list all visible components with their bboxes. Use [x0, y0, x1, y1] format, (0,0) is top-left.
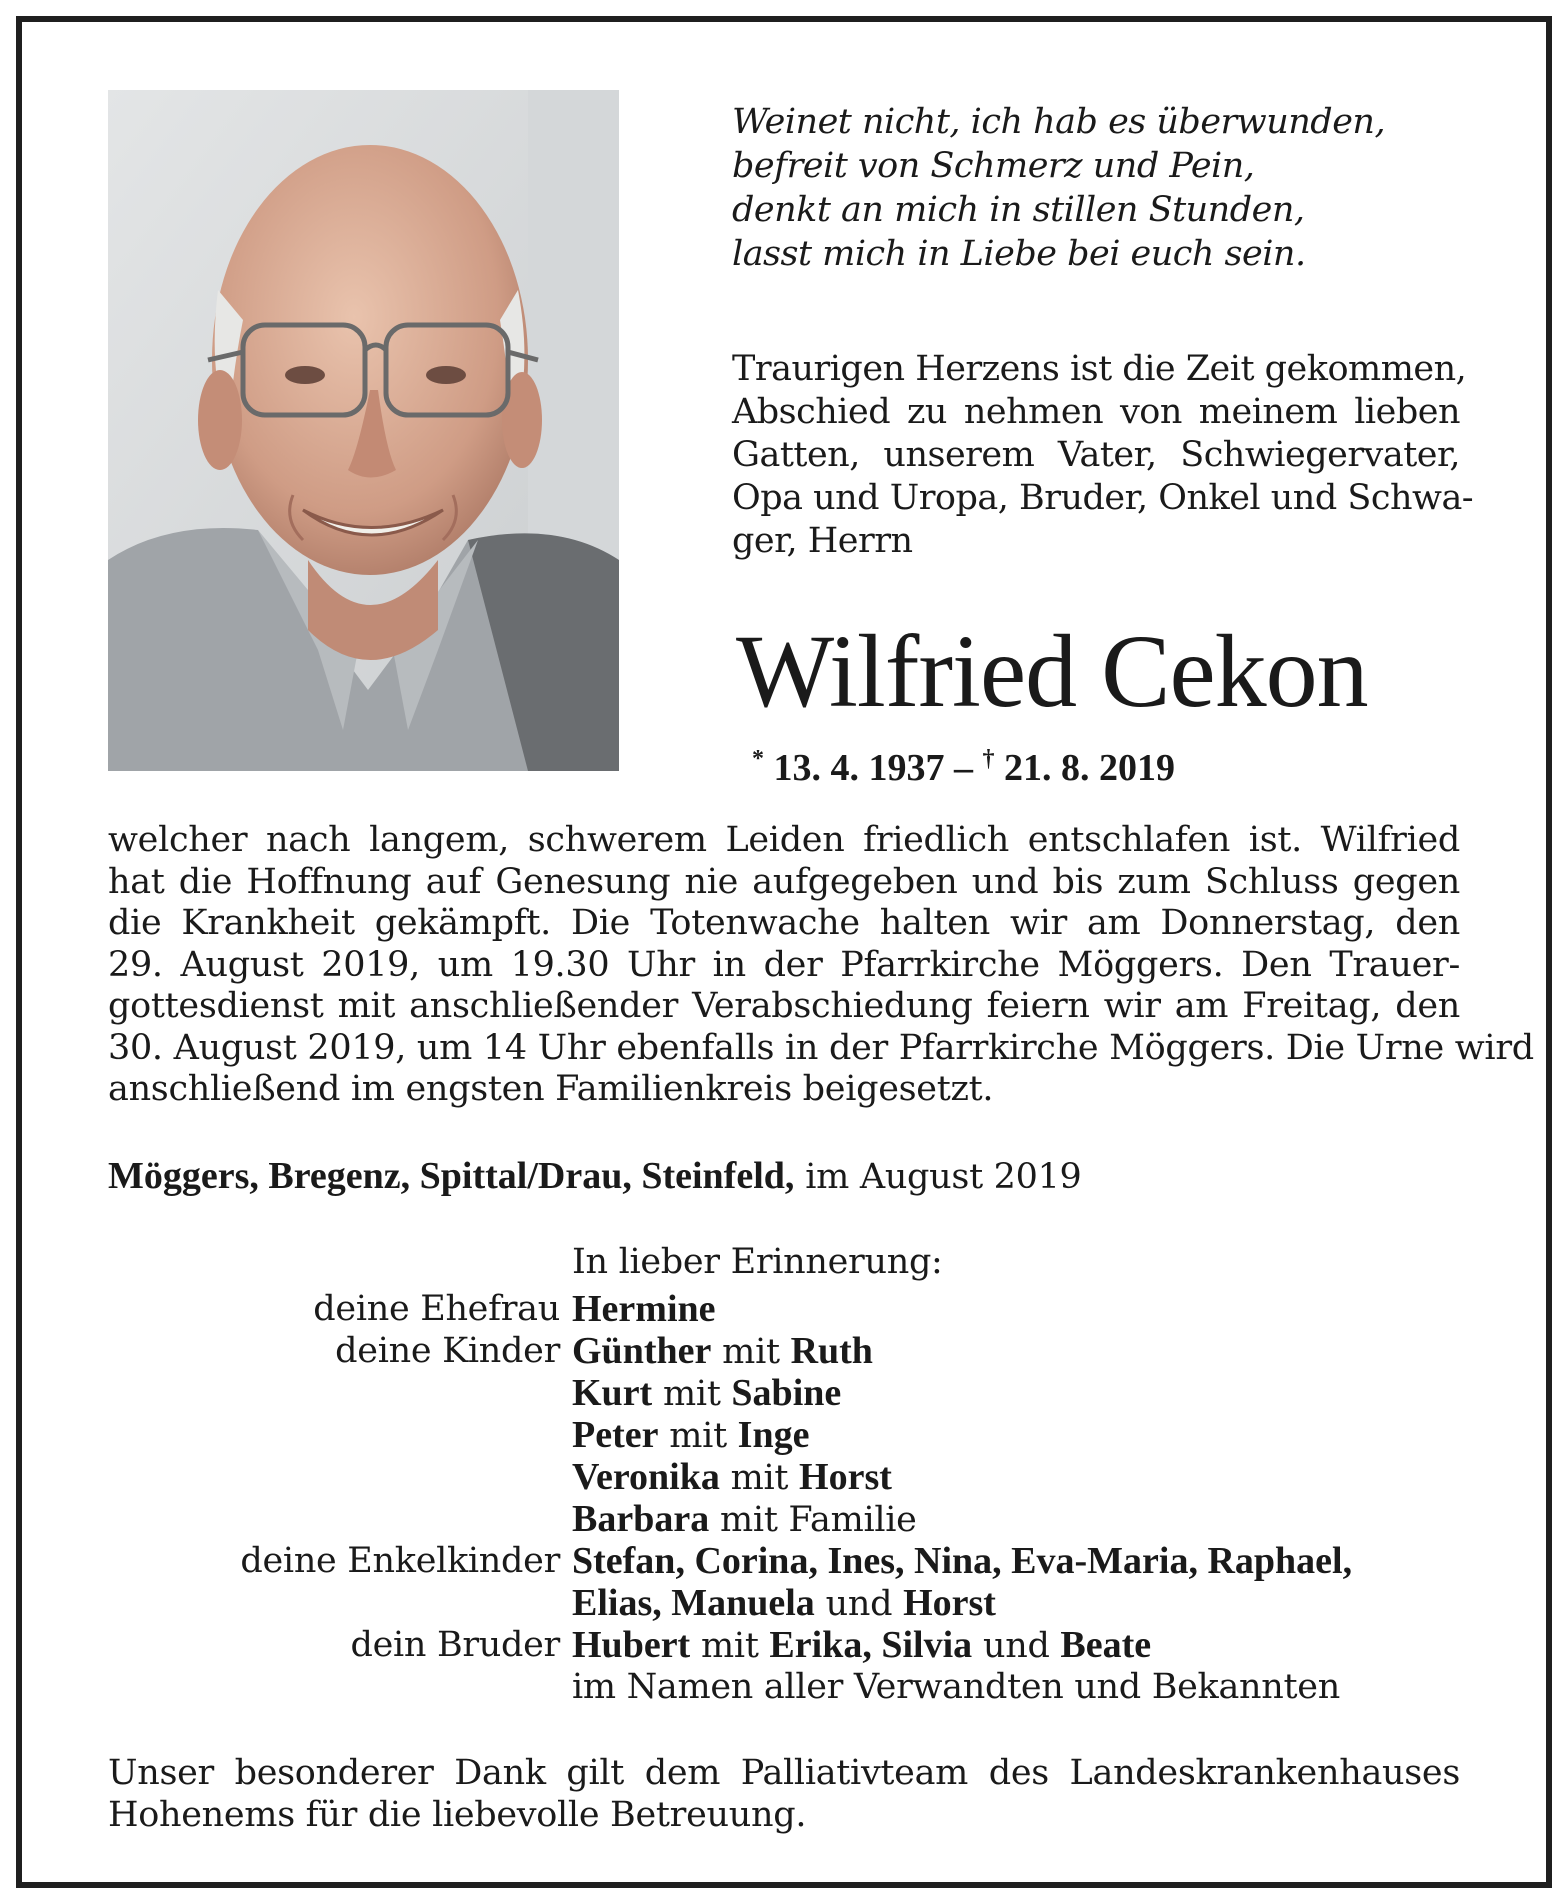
family-member-name: Elias, Manuela [572, 1582, 815, 1624]
family-relation: deine Enkelkinder [240, 1541, 560, 1581]
family-member-name: Inge [737, 1414, 810, 1456]
family-names [572, 1582, 996, 1625]
thanks-paragraph [108, 1752, 1460, 1836]
family-row [0, 1498, 1568, 1540]
family-row [0, 1414, 1568, 1456]
family-connector: mit [711, 1332, 791, 1372]
family-member-name: Sabine [731, 1372, 842, 1414]
poem-line: lasst mich in Liebe bei euch sein. [732, 234, 1306, 274]
family-member-name: Erika, Silvia [769, 1624, 973, 1666]
poem-line: befreit von Schmerz und Pein, [732, 146, 1255, 186]
poem-line: denkt an mich in stillen Stunden, [732, 190, 1305, 230]
body-paragraph [108, 820, 1534, 1111]
family-names [572, 1330, 873, 1373]
family-member-name: Hubert [572, 1624, 691, 1666]
intro-line: Opa und Uropa, Bruder, Onkel und Schwa- [732, 478, 1474, 518]
family-member-name: Peter [572, 1414, 659, 1456]
intro-line: Traurigen Herzens ist die Zeit gekommen, [732, 349, 1467, 389]
family-member-name: Barbara [572, 1498, 710, 1540]
family-names [572, 1498, 917, 1541]
family-connector: mit [652, 1374, 732, 1414]
family-row [0, 1288, 1568, 1330]
family-names [572, 1666, 1340, 1708]
family-connector: mit [719, 1458, 800, 1498]
family-connector: mit [690, 1626, 770, 1666]
body-line: hat die Hoffnung auf Genesung nie aufgegeben und bis zum Schluss gegen [108, 861, 1460, 902]
places-date: im August 2019 [794, 1157, 1082, 1197]
family-row [0, 1330, 1568, 1372]
family-member-name: Kurt [572, 1372, 653, 1414]
family-relation: dein Bruder [350, 1625, 560, 1665]
family-row [0, 1372, 1568, 1414]
intro-line: ger, Herrn [732, 521, 913, 561]
portrait-photo [108, 90, 619, 771]
body-line: anschließend im engsten Familienkreis beigesetzt. [108, 1069, 994, 1109]
intro-line: Gatten, unserem Vater, Schwiegervater, [732, 435, 1460, 475]
portrait-image [108, 90, 619, 771]
body-line: 29. August 2019, um 19.30 Uhr in der Pfarrkirche Möggers. Den Trauer- [108, 944, 1460, 985]
intro-line: Abschied zu nehmen von meinem lieben [732, 392, 1460, 432]
thanks-line: Hohenems für die liebevolle Betreuung. [108, 1795, 807, 1835]
body-line: gottesdienst mit anschließender Verabschiedung feiern wir am Freitag, den [108, 986, 1460, 1026]
birth-symbol: * [752, 746, 764, 772]
family-relation: deine Ehefrau [313, 1289, 560, 1329]
family-names [572, 1624, 1151, 1667]
family-connector: mit Familie [709, 1500, 917, 1540]
family-row [0, 1456, 1568, 1498]
deceased-name: Wilfried Cekon [736, 614, 1368, 729]
family-connector: und [814, 1584, 904, 1624]
family-names [572, 1414, 809, 1457]
family-names [572, 1456, 892, 1499]
remembrance-heading: In lieber Erinnerung: [572, 1242, 943, 1282]
life-dates [752, 737, 1175, 790]
death-symbol: † [982, 746, 995, 772]
family-list [0, 1288, 1568, 1708]
birth-date: 13. 4. 1937 [773, 747, 945, 789]
family-connector: im Namen aller Verwandten und Bekannten [572, 1667, 1340, 1707]
family-connector: mit [658, 1416, 738, 1456]
date-separator: – [944, 747, 983, 789]
family-member-name: Horst [799, 1456, 892, 1498]
poem-line: Weinet nicht, ich hab es überwunden, [732, 102, 1386, 142]
intro-paragraph [732, 348, 1474, 563]
family-member-name: Horst [903, 1582, 996, 1624]
family-relation: deine Kinder [335, 1331, 560, 1371]
poem [732, 100, 1492, 276]
family-connector: und [972, 1626, 1061, 1666]
family-member-name: Günther [572, 1330, 712, 1372]
family-row [0, 1666, 1568, 1708]
body-line: die Krankheit gekämpft. Die Totenwache halten wir am Donnerstag, den [108, 903, 1460, 943]
family-names [572, 1288, 716, 1331]
places-line [108, 1154, 1082, 1199]
family-row [0, 1582, 1568, 1624]
death-date: 21. 8. 2019 [1004, 747, 1175, 789]
family-names [572, 1372, 841, 1415]
family-member-name: Ruth [790, 1330, 873, 1372]
family-row [0, 1624, 1568, 1666]
family-names [572, 1540, 1352, 1583]
family-member-name: Hermine [572, 1288, 716, 1330]
thanks-line: Unser besonderer Dank gilt dem Palliativteam des Landeskrankenhauses [108, 1753, 1460, 1793]
family-member-name: Veronika [572, 1456, 720, 1498]
body-line: welcher nach langem, schwerem Leiden friedlich entschlafen ist. Wilfried [108, 820, 1460, 860]
family-member-name: Stefan, Corina, Ines, Nina, Eva-Maria, Raphael, [572, 1540, 1353, 1582]
family-row [0, 1540, 1568, 1582]
body-line: 30. August 2019, um 14 Uhr ebenfalls in der Pfarrkirche Möggers. Die Urne wird [108, 1027, 1534, 1068]
family-member-name: Beate [1060, 1624, 1152, 1666]
places-bold: Möggers, Bregenz, Spittal/Drau, Steinfeld, [108, 1155, 795, 1197]
